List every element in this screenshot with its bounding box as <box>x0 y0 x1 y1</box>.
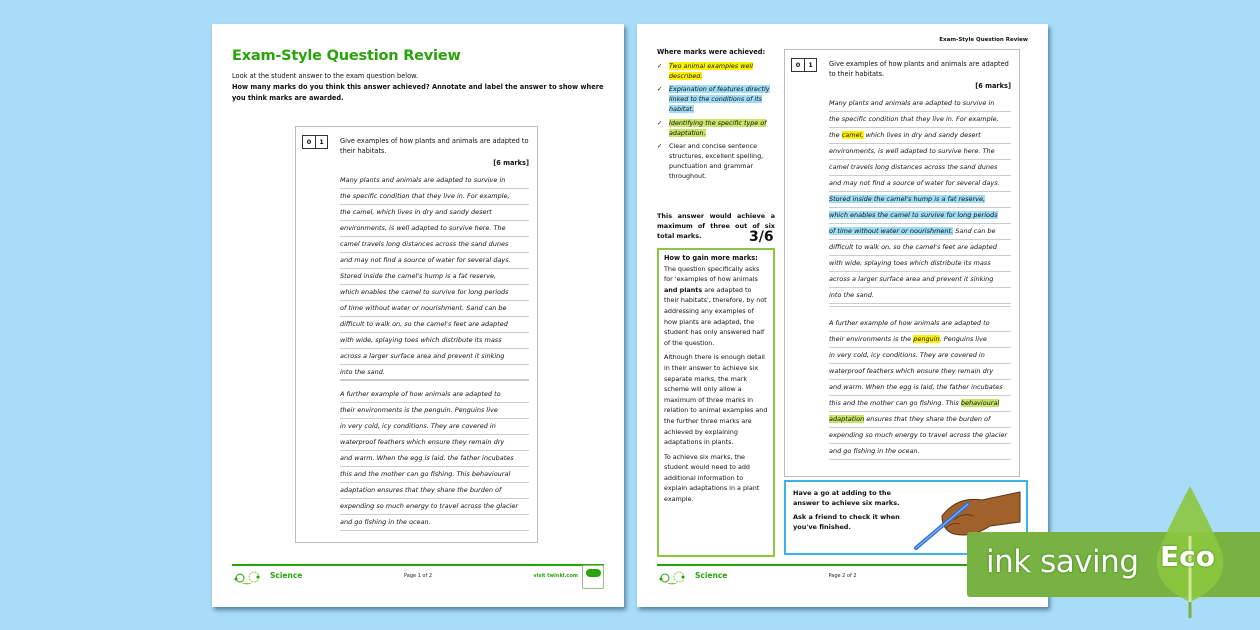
answer-line <box>829 192 1011 208</box>
highlighted-text: adaptation <box>829 415 865 423</box>
twinkl-link[interactable]: visit twinkl.com <box>533 573 578 579</box>
page-number: Page 2 of 2 <box>828 573 857 579</box>
highlighted-text: camel, <box>841 131 864 139</box>
answer-line: with wide, splaying toes which distribute its mass <box>829 256 1011 272</box>
intro-text <box>232 71 612 104</box>
checkmark-icon: ✓ <box>657 142 663 151</box>
footer-subject: Science <box>270 571 303 580</box>
checkmark-icon: ✓ <box>657 118 663 127</box>
task-line-1: Have a go at adding to the answer to achieve six marks. <box>793 489 900 507</box>
instruction-text: How many marks do you think this answer achieved? Annotate and label the answer to show where you think marks are awarded. <box>232 83 604 102</box>
answer-line: and warm. When the egg is laid, the father incubates <box>829 380 1011 396</box>
intro-line: Look at the student answer to the exam question below. <box>232 72 419 80</box>
answer-line: expending so much energy to travel across the glacier <box>829 428 1011 444</box>
answer-line: A further example of how animals are adapted to <box>340 387 529 403</box>
marks-achieved-text: Identifying the specific type of adaptation. <box>669 118 767 137</box>
highlighted-text: behavioural <box>960 399 1000 407</box>
question-number-digit: 0 <box>795 61 801 69</box>
answer-line: across a larger surface area and prevent it sinking <box>340 349 529 365</box>
answer-line: and may not find a source of water for several days. <box>340 253 529 269</box>
answer-line: waterproof feathers which ensure they remain dry <box>340 435 529 451</box>
answer-line: camel travels long distances across the sand dunes <box>829 160 1011 176</box>
marks-achieved-text: Two animal examples well described. <box>669 61 753 80</box>
marks-achieved-panel <box>657 48 775 186</box>
answer-line: environments, is well adapted to survive here. The <box>829 144 1011 160</box>
marks-achieved-item <box>657 85 775 114</box>
marks-achieved-item <box>657 119 775 139</box>
task-line-2: Ask a friend to check it when you've finished. <box>793 513 900 531</box>
marks-achieved-list <box>657 62 775 182</box>
worksheet-page-1 <box>212 24 624 607</box>
answer-line: which enables the camel to survive for long periods <box>340 285 529 301</box>
answer-line: A further example of how animals are adapted to <box>829 316 1011 332</box>
answer-line: with wide, splaying toes which distribute its mass <box>340 333 529 349</box>
answer-line: difficult to walk on, so the camel's feet are adapted <box>340 317 529 333</box>
student-answer-paragraph-2 <box>340 387 529 531</box>
answer-line: and may not find a source of water for several days. <box>829 176 1011 192</box>
answer-line: in very cold, icy conditions. They are covered in <box>829 348 1011 364</box>
answer-line: and go fishing in the ocean. <box>829 444 1011 460</box>
question-text: Give examples of how plants and animals are adapted to their habitats. <box>340 137 529 155</box>
annotated-answer-paragraph-2 <box>829 316 1011 460</box>
highlighted-text: penguin <box>913 335 940 343</box>
checkmark-icon: ✓ <box>657 61 663 70</box>
answer-line: Many plants and animals are adapted to survive in <box>829 96 1011 112</box>
marks-achieved-heading: Where marks were achieved: <box>657 48 766 56</box>
question-text: Give examples of how plants and animals are adapted to their habitats. <box>829 60 1009 78</box>
twinkl-badge-icon <box>582 565 604 589</box>
answer-line: camel travels long distances across the sand dunes <box>340 237 529 253</box>
answer-line: of time without water or nourishment. Sand can be <box>340 301 529 317</box>
page-number: Page 1 of 2 <box>403 573 433 579</box>
answer-line: expending so much energy to travel across the glacier <box>340 499 529 515</box>
question-number <box>791 58 817 72</box>
answer-line <box>829 208 1011 224</box>
marks-achieved-item <box>657 62 775 82</box>
question-number-digit: 0 <box>306 138 312 146</box>
page-title: Exam-Style Question Review <box>232 48 461 64</box>
answer-line: Many plants and animals are adapted to survive in <box>340 173 529 189</box>
answer-line: the camel, which lives in dry and sandy desert <box>829 128 1011 144</box>
answer-line: into the sand. <box>340 365 529 381</box>
gain-more-marks-box <box>657 248 775 557</box>
answer-line: the camel, which lives in dry and sandy desert <box>340 205 529 221</box>
question-number-digit: 1 <box>804 59 816 71</box>
page-header: Exam-Style Question Review <box>939 37 1028 43</box>
question-marks: [6 marks] <box>975 82 1011 90</box>
answer-line: their environments is the penguin. Penguins live <box>340 403 529 419</box>
answer-line: in very cold, icy conditions. They are covered in <box>340 419 529 435</box>
gain-paragraph-2: Although there is enough detail in their answer to achieve six separate marks, the mark scheme will only allow a maximum of three marks in relation to animal examples and the further three marks are achieved by explaining adaptations in plants. <box>664 353 768 447</box>
highlighted-text: Stored inside the camel's hump is a fat reserve, <box>829 195 986 203</box>
footer-subject: Science <box>695 571 728 580</box>
worksheet-page-2 <box>637 24 1048 607</box>
answer-line: difficult to walk on, so the camel's feet are adapted <box>829 240 1011 256</box>
checkmark-icon: ✓ <box>657 85 663 94</box>
answer-line: the specific condition that they live in. For example, <box>340 189 529 205</box>
ink-saving-text: ink saving <box>986 544 1139 580</box>
eco-label: Eco <box>1160 540 1215 573</box>
highlighted-text: which enables the camel to survive for long periods <box>829 211 998 219</box>
question-box <box>295 126 538 543</box>
answer-line: into the sand. <box>829 288 1011 304</box>
answer-divider <box>829 306 1011 307</box>
marks-achieved-text: Clear and concise sentence structures, excellent spelling, punctuation and grammar throughout. <box>669 142 764 180</box>
gain-paragraph-1: The question specifically asks for 'examples of how animals and plants are adapted to their habitats', therefore, by not addressing any examples of how plants are adapted, the student has only answered half of the question. <box>664 264 767 347</box>
marks-achieved-text: Explanation of features directly linked to the conditions of its habitat. <box>669 85 770 113</box>
marks-achieved-item <box>657 142 775 181</box>
question-number-digit: 1 <box>315 136 327 148</box>
answer-line: adaptation ensures that they share the burden of <box>340 483 529 499</box>
question-number <box>302 135 328 149</box>
answer-line: this and the mother can go fishing. This behavioural <box>829 396 1011 412</box>
answer-divider <box>340 379 529 380</box>
answer-line: and warm. When the egg is laid, the father incubates <box>340 451 529 467</box>
gain-heading: How to gain more marks: <box>664 254 758 262</box>
question-marks: [6 marks] <box>493 159 529 167</box>
annotated-answer-paragraph-1 <box>829 96 1011 304</box>
answer-line: Stored inside the camel's hump is a fat reserve, <box>340 269 529 285</box>
answer-line: the specific condition that they live in. For example, <box>829 112 1011 128</box>
answer-line: adaptation ensures that they share the burden of <box>829 412 1011 428</box>
student-answer-paragraph-1 <box>340 173 529 381</box>
answer-line: and go fishing in the ocean. <box>340 515 529 531</box>
answer-line: this and the mother can go fishing. This behavioural <box>340 467 529 483</box>
answer-line: waterproof feathers which ensure they remain dry <box>829 364 1011 380</box>
footer-rule <box>232 564 604 566</box>
answer-line: their environments is the penguin. Penguins live <box>829 332 1011 348</box>
answer-line: across a larger surface area and prevent it sinking <box>829 272 1011 288</box>
highlighted-text: of time without water or nourishment. <box>829 227 954 235</box>
achievement-summary: This answer would achieve a maximum of three out of six total marks. <box>657 212 775 240</box>
gain-paragraph-3: To achieve six marks, the student would need to add additional information to explain adaptations in a plant example. <box>664 452 760 504</box>
annotated-question-box <box>784 49 1020 477</box>
score: 3/6 <box>749 229 774 245</box>
answer-line: of time without water or nourishment. Sand can be <box>829 224 1011 240</box>
answer-line: environments, is well adapted to survive here. The <box>340 221 529 237</box>
